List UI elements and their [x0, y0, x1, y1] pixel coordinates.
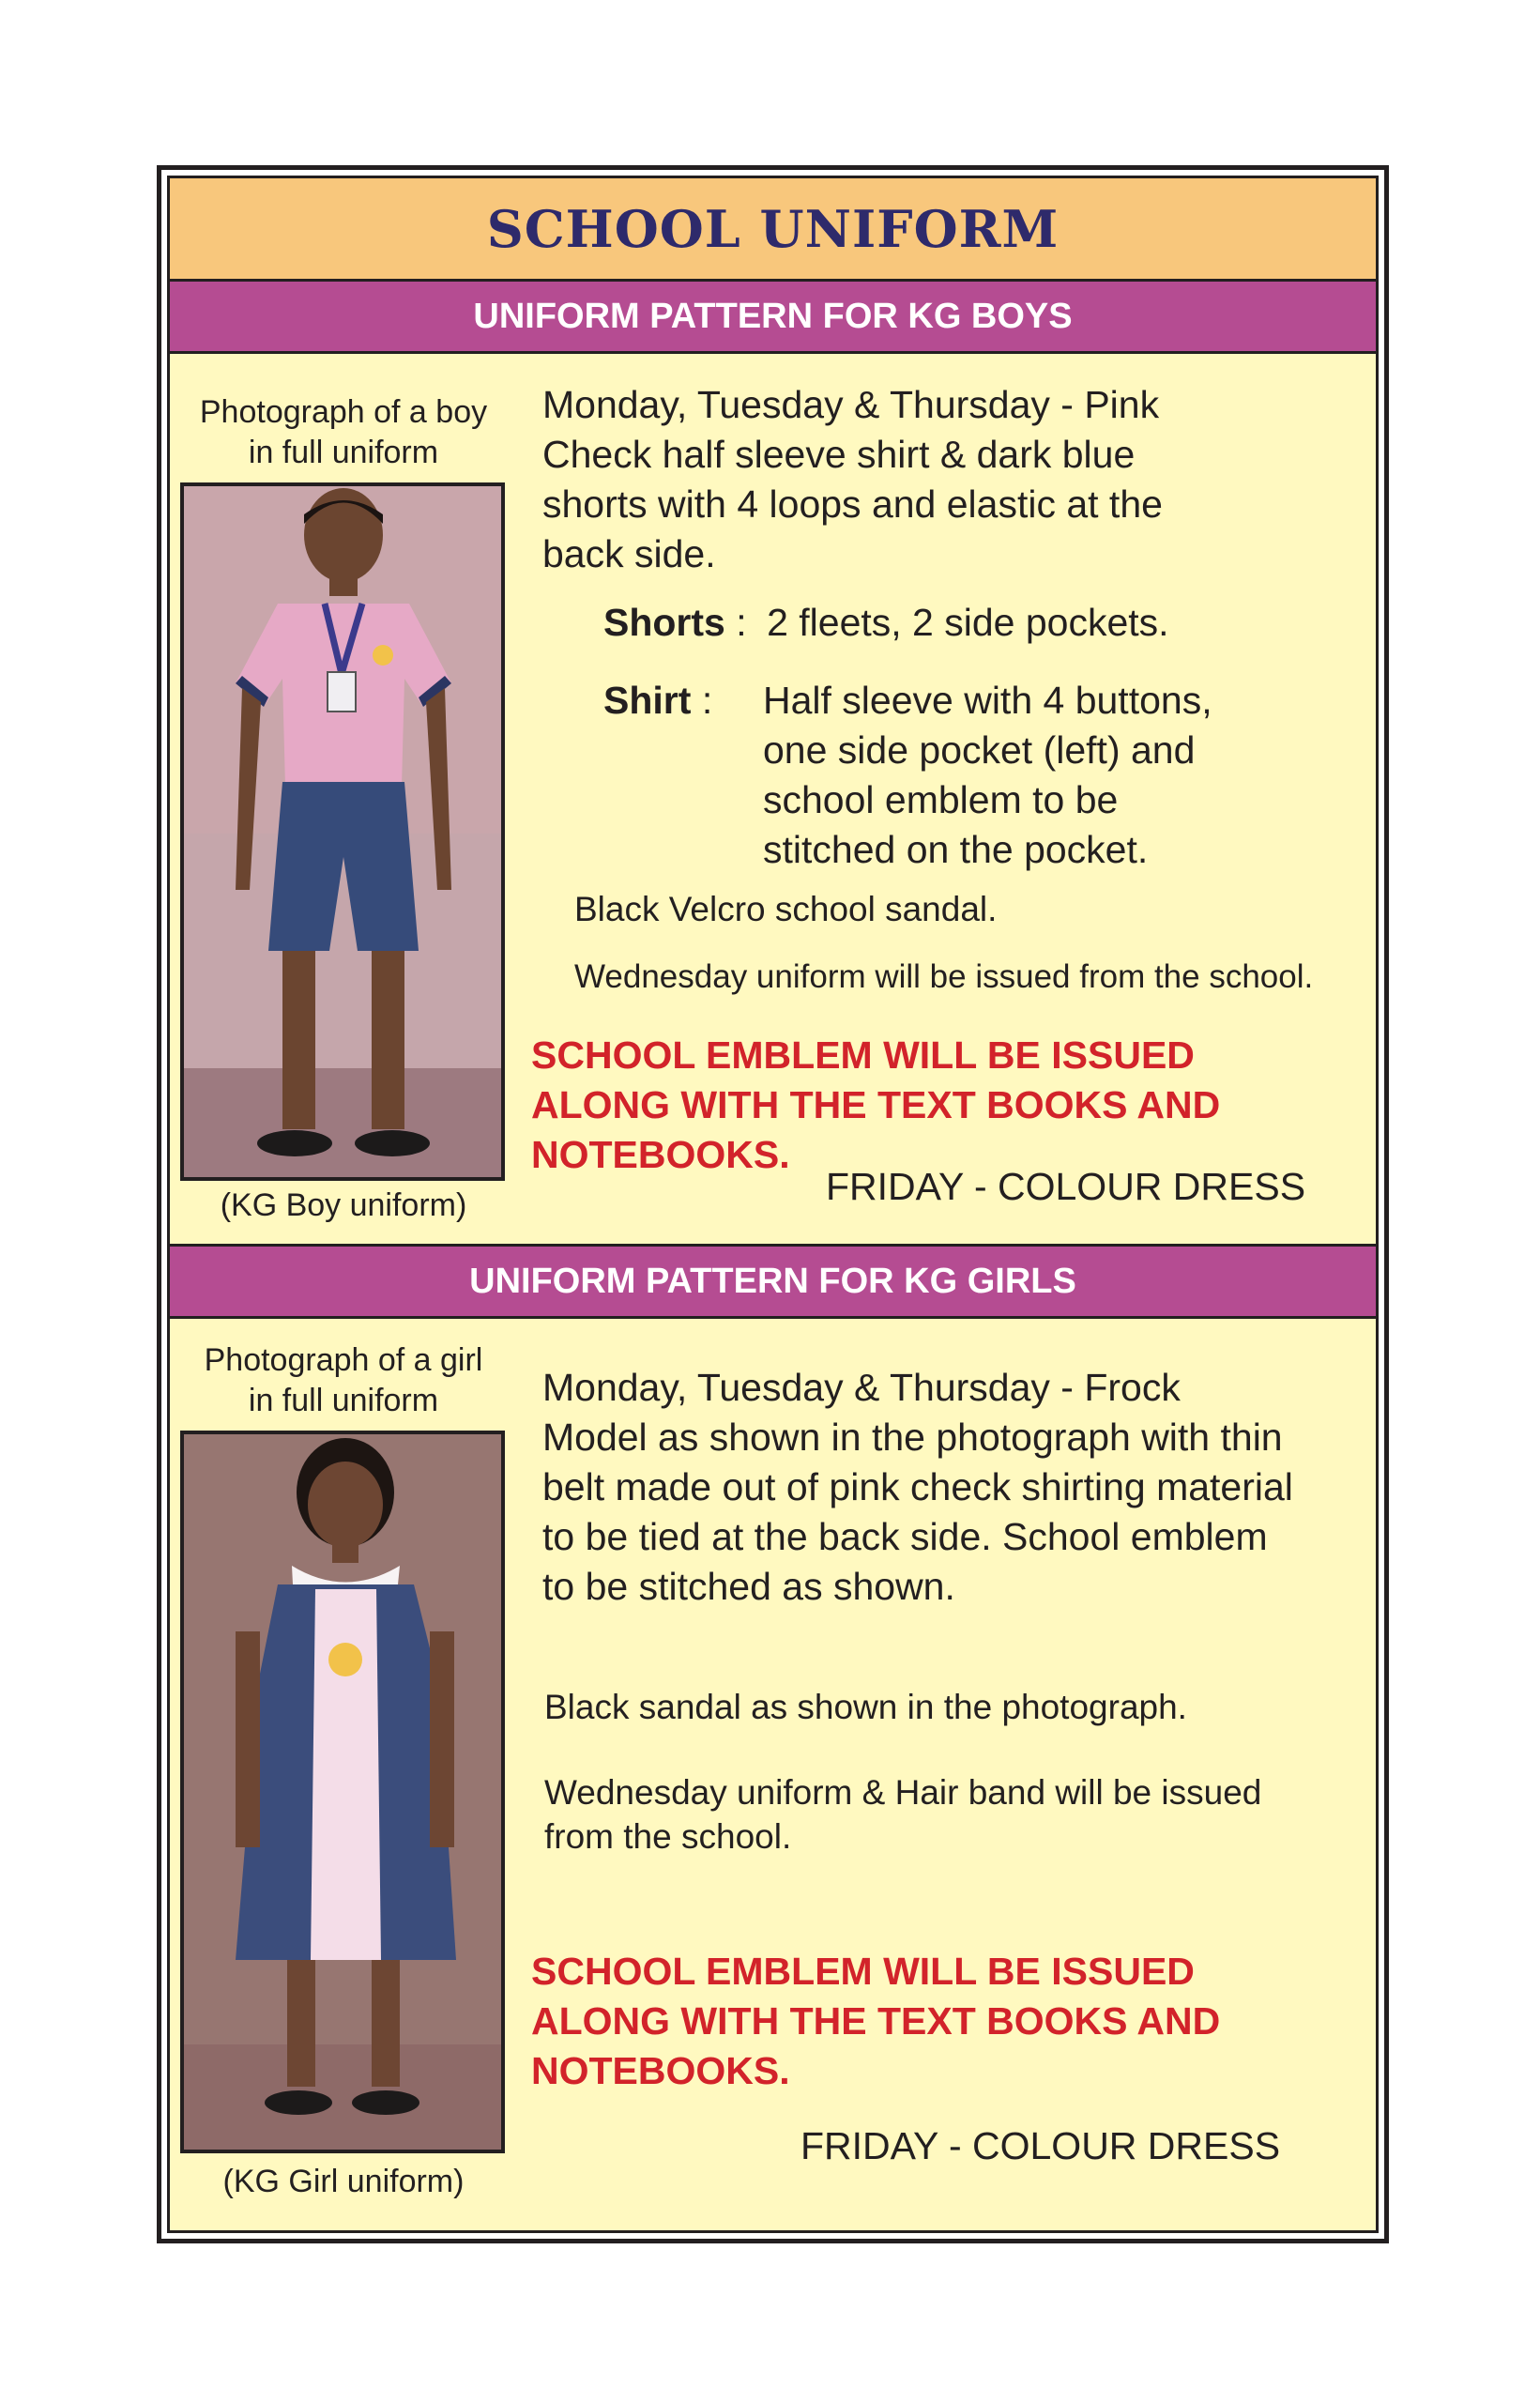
boy-friday-note: FRIDAY - COLOUR DRESS [826, 1165, 1306, 1208]
shirt-label: Shirt [603, 679, 692, 722]
boy-emblem-line-1: SCHOOL EMBLEM WILL BE ISSUED [531, 1033, 1195, 1077]
girl-uniform-photo [180, 1431, 505, 2153]
girls-section-title: UNIFORM PATTERN FOR KG GIRLS [469, 1261, 1076, 1301]
boy-sandal-note: Black Velcro school sandal. [574, 890, 998, 928]
girl-friday-note: FRIDAY - COLOUR DRESS [800, 2124, 1281, 2167]
girl-emblem-line-1: SCHOOL EMBLEM WILL BE ISSUED [531, 1950, 1195, 1993]
boy-figure-image [184, 486, 501, 1177]
shorts-sep: : [736, 601, 747, 644]
girl-desc-line-1: Monday, Tuesday & Thursday - Frock [542, 1366, 1181, 1409]
girl-desc-line-4: to be tied at the back side. School emblem [542, 1515, 1268, 1558]
boy-desc-line-3: shorts with 4 loops and elastic at the [542, 482, 1163, 526]
boy-caption-line-2: in full uniform [248, 435, 439, 470]
shorts-spec [603, 598, 1169, 648]
shirt-line-2: one side pocket (left) and [763, 728, 1196, 772]
boy-emblem-notice [531, 1031, 1220, 1180]
girl-desc-line-2: Model as shown in the photograph with thin [542, 1416, 1283, 1459]
shorts-label: Shorts [603, 601, 725, 644]
title-bar [170, 178, 1376, 282]
boy-photo-caption [175, 392, 512, 473]
boy-desc-line-2: Check half sleeve shirt & dark blue [542, 433, 1136, 476]
shirt-sep: : [701, 679, 713, 722]
shirt-line-1: Half sleeve with 4 buttons, [763, 679, 1212, 722]
girl-emblem-line-2: ALONG WITH THE TEXT BOOKS AND [531, 1999, 1221, 2043]
girl-caption-line-2: in full uniform [248, 1383, 439, 1418]
boy-emblem-line-2: ALONG WITH THE TEXT BOOKS AND [531, 1083, 1221, 1126]
girl-wednesday-note [544, 1770, 1261, 1859]
boy-uniform-photo [180, 482, 505, 1181]
girl-photo-label: (KG Girl uniform) [222, 2164, 465, 2199]
shorts-text: 2 fleets, 2 side pockets. [767, 601, 1169, 644]
boys-section-header [170, 279, 1376, 354]
boy-wednesday-note: Wednesday uniform will be issued from the school. [574, 958, 1314, 995]
boys-section-title: UNIFORM PATTERN FOR KG BOYS [473, 296, 1073, 336]
girl-wednesday-line-2: from the school. [544, 1817, 792, 1856]
girl-emblem-line-3: NOTEBOOKS. [531, 2049, 790, 2092]
girl-photo-caption [175, 1340, 512, 1421]
girl-desc-line-3: belt made out of pink check shirting material [542, 1465, 1293, 1508]
boy-desc-line-1: Monday, Tuesday & Thursday - Pink [542, 383, 1160, 426]
boy-emblem-line-3: NOTEBOOKS. [531, 1133, 790, 1176]
boy-photo-label: (KG Boy uniform) [220, 1187, 467, 1223]
girl-emblem-notice [531, 1947, 1220, 2096]
boy-description [542, 380, 1163, 579]
boy-caption-line-1: Photograph of a boy [199, 394, 488, 430]
shirt-line-3: school emblem to be [763, 778, 1119, 821]
girls-section-header [170, 1244, 1376, 1319]
shirt-spec-label [603, 676, 712, 726]
boy-desc-line-4: back side. [542, 532, 716, 575]
girl-description [542, 1363, 1293, 1612]
girl-desc-line-5: to be stitched as shown. [542, 1565, 955, 1608]
girl-figure-image [184, 1434, 501, 2150]
shirt-spec [763, 676, 1212, 875]
girl-wednesday-line-1: Wednesday uniform & Hair band will be issued [544, 1773, 1262, 1812]
girl-caption-line-1: Photograph of a girl [204, 1342, 483, 1378]
girl-sandal-note: Black sandal as shown in the photograph. [544, 1688, 1187, 1726]
page-title: SCHOOL UNIFORM [486, 198, 1060, 259]
shirt-line-4: stitched on the pocket. [763, 828, 1149, 871]
